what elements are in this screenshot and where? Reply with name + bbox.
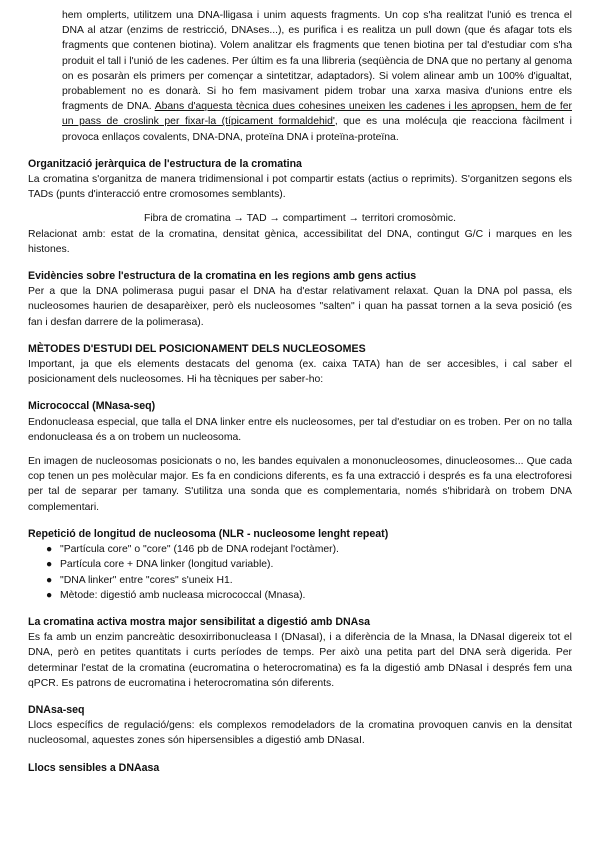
section-chromatin-organization [28,157,572,257]
section-dnase-seq [28,703,572,749]
section-active-genes [28,269,572,330]
section-title: Llocs sensibles a DNAasa [28,761,160,774]
bullet-list [28,542,572,603]
paragraph: Relacionat amb: estat de la cromatina, densitat gènica, accessibilitat del DNA, contingut G/C i marques en les histones. [28,228,572,255]
intro-paragraph [62,8,572,145]
paragraph: La cromatina s'organitza de manera tridimensional i pot compartir estats (actius o reprimits). S'organitzen segons els TADs (punts d'interacció entre cromosomes semblants). [28,174,572,201]
bullet-icon: ● [46,574,53,586]
intro-text: hem omplerts, utilitzem una DNA-lligasa i unim aquests fragments. Un cop s'ha realitzat l'unió es trenca el DNA al atzar (enzims de restricció, DNAses...), es purifica i es realitza un pull down (que és afagar tots els fragments que contenen biotina). Volem analitzar els fragments que tenen biotina per tal d'estudiar com s'ha produit el tall i l'unió de les cadenes. Per últim es fa una llibreria (seqüència de DNA que no pertany al genoma on es posaràn els primers per començar a sintetitzar, adaptadors). Si volem alinear amb un 100% d'igualtat, probablement no es donarà. Si ho fem masivament pidem trobar una xarxa masiva d'unions entre els fragments de DNA. [62,10,572,113]
section-title: Repetició de longitud de nucleosoma (NLR - nucleosome lenght repeat) [28,527,389,540]
section-title: DNAsa-seq [28,703,85,716]
paragraph: Endonucleasa especial, que talla el DNA linker entre els nucleosomes, per tal d'estudiar on es troben. Per on no talla endonucleasa és a on trobem un nucleosoma. [28,416,572,443]
bullet-icon: ● [46,559,53,571]
section-title: Evidències sobre l'estructura de la cromatina en les regions amb gens actius [28,270,417,283]
section-title: Micrococcal (MNasa-seq) [28,400,156,413]
section-nlr [28,527,572,603]
bullet-icon: ● [46,544,53,556]
list-item-text: "DNA linker" entre "cores" s'uneix H1. [60,574,233,586]
intro-block [28,8,572,145]
intro-underlined-text: Abans d'aquesta tècnica dues cohesines uneixen les cadenes i les apropsen, hem de fer un pass de croslink per fixar-la (típicament formaldehid' [62,101,573,128]
list-item-text: Mètode: digestió amb nucleasa micrococcal (Mnasa). [60,589,306,601]
list-item [48,588,572,603]
list-item-text: Partícula core + DNA linker (longitud variable). [60,559,274,571]
intro-text-end: , que es una molécuļa qie reacciona fàcilment i provoca enllaços covalents, DNA-DNA, proteïna DNA i proteïna-proteïna. [62,116,572,143]
list-item [48,573,572,588]
section-mnase-seq [28,399,572,514]
document-page [28,8,572,776]
section-dnase-sites [28,761,572,776]
paragraph: Llocs específics de regulació/gens: els complexos remodeladors de la cromatina provoquen canvis en la densitat nucleosomal, aquestes zones són hipersensibles a digestió amb DNasaI. [28,720,572,747]
section-title: Organització jeràrquica de l'estructura de la cromatina [28,157,302,170]
section-title: MÈTODES D'ESTUDI DEL POSICIONAMENT DELS NUCLEOSOMES [28,342,366,355]
bullet-icon: ● [46,589,53,601]
section-dnase-sensitivity [28,615,572,691]
paragraph: Per a que la DNA polimerasa pugui pasar el DNA ha d'estar relativament relaxat. Quan la DNA pol passa, els nucleosomes haurien de desaparèixer, però els nucleosomes "salten" i quan ha passat tornen a la seva posició (es fan i desfan darrere de la polimerasa). [28,286,572,328]
section-methods [28,342,572,388]
section-title: La cromatina activa mostra major sensibilitat a digestió amb DNAsa [28,615,371,628]
paragraph: En imagen de nucleosomas posicionats o no, les bandes equivalen a mononucleosomes, dinucleosomes... Que cada cop tenen un pes molècular major. Es fa en condicions diferents, es fa una extracció i després es fa una electroforesi per tal de separar per tamany. S'utilitza una sonda que es complementaria, només s'hibridarà on trobem DNA complementari. [28,456,572,513]
paragraph: Es fa amb un enzim pancreàtic desoxirribonucleasa I (DNasaI), i a diferència de la Mnasa, la DNasaI digereix tot el DNA, però en petites quantitats i curts períodes de temps. Per això una petita part del DNA serà digerida. Per determinar l'estat de la cromatina (eucromatina o heterocromatina) es fa la digestió amb DNasaI i després fem una qPCR. Es patrons de eucromatina i heterocromatina són diferents. [28,632,572,689]
list-item [48,542,572,557]
list-item [48,557,572,572]
hierarchy-line: Fibra de cromatina → TAD → compartiment → territori cromosòmic. [144,213,456,225]
list-item-text: "Partícula core" o "core" (146 pb de DNA rodejant l'octàmer). [60,544,339,556]
paragraph: Important, ja que els elements destacats del genoma (ex. caixa TATA) han de ser accesibles, i cal saber el posicionament dels nucleosomes. Hi ha tècniques per saber-ho: [28,359,572,386]
